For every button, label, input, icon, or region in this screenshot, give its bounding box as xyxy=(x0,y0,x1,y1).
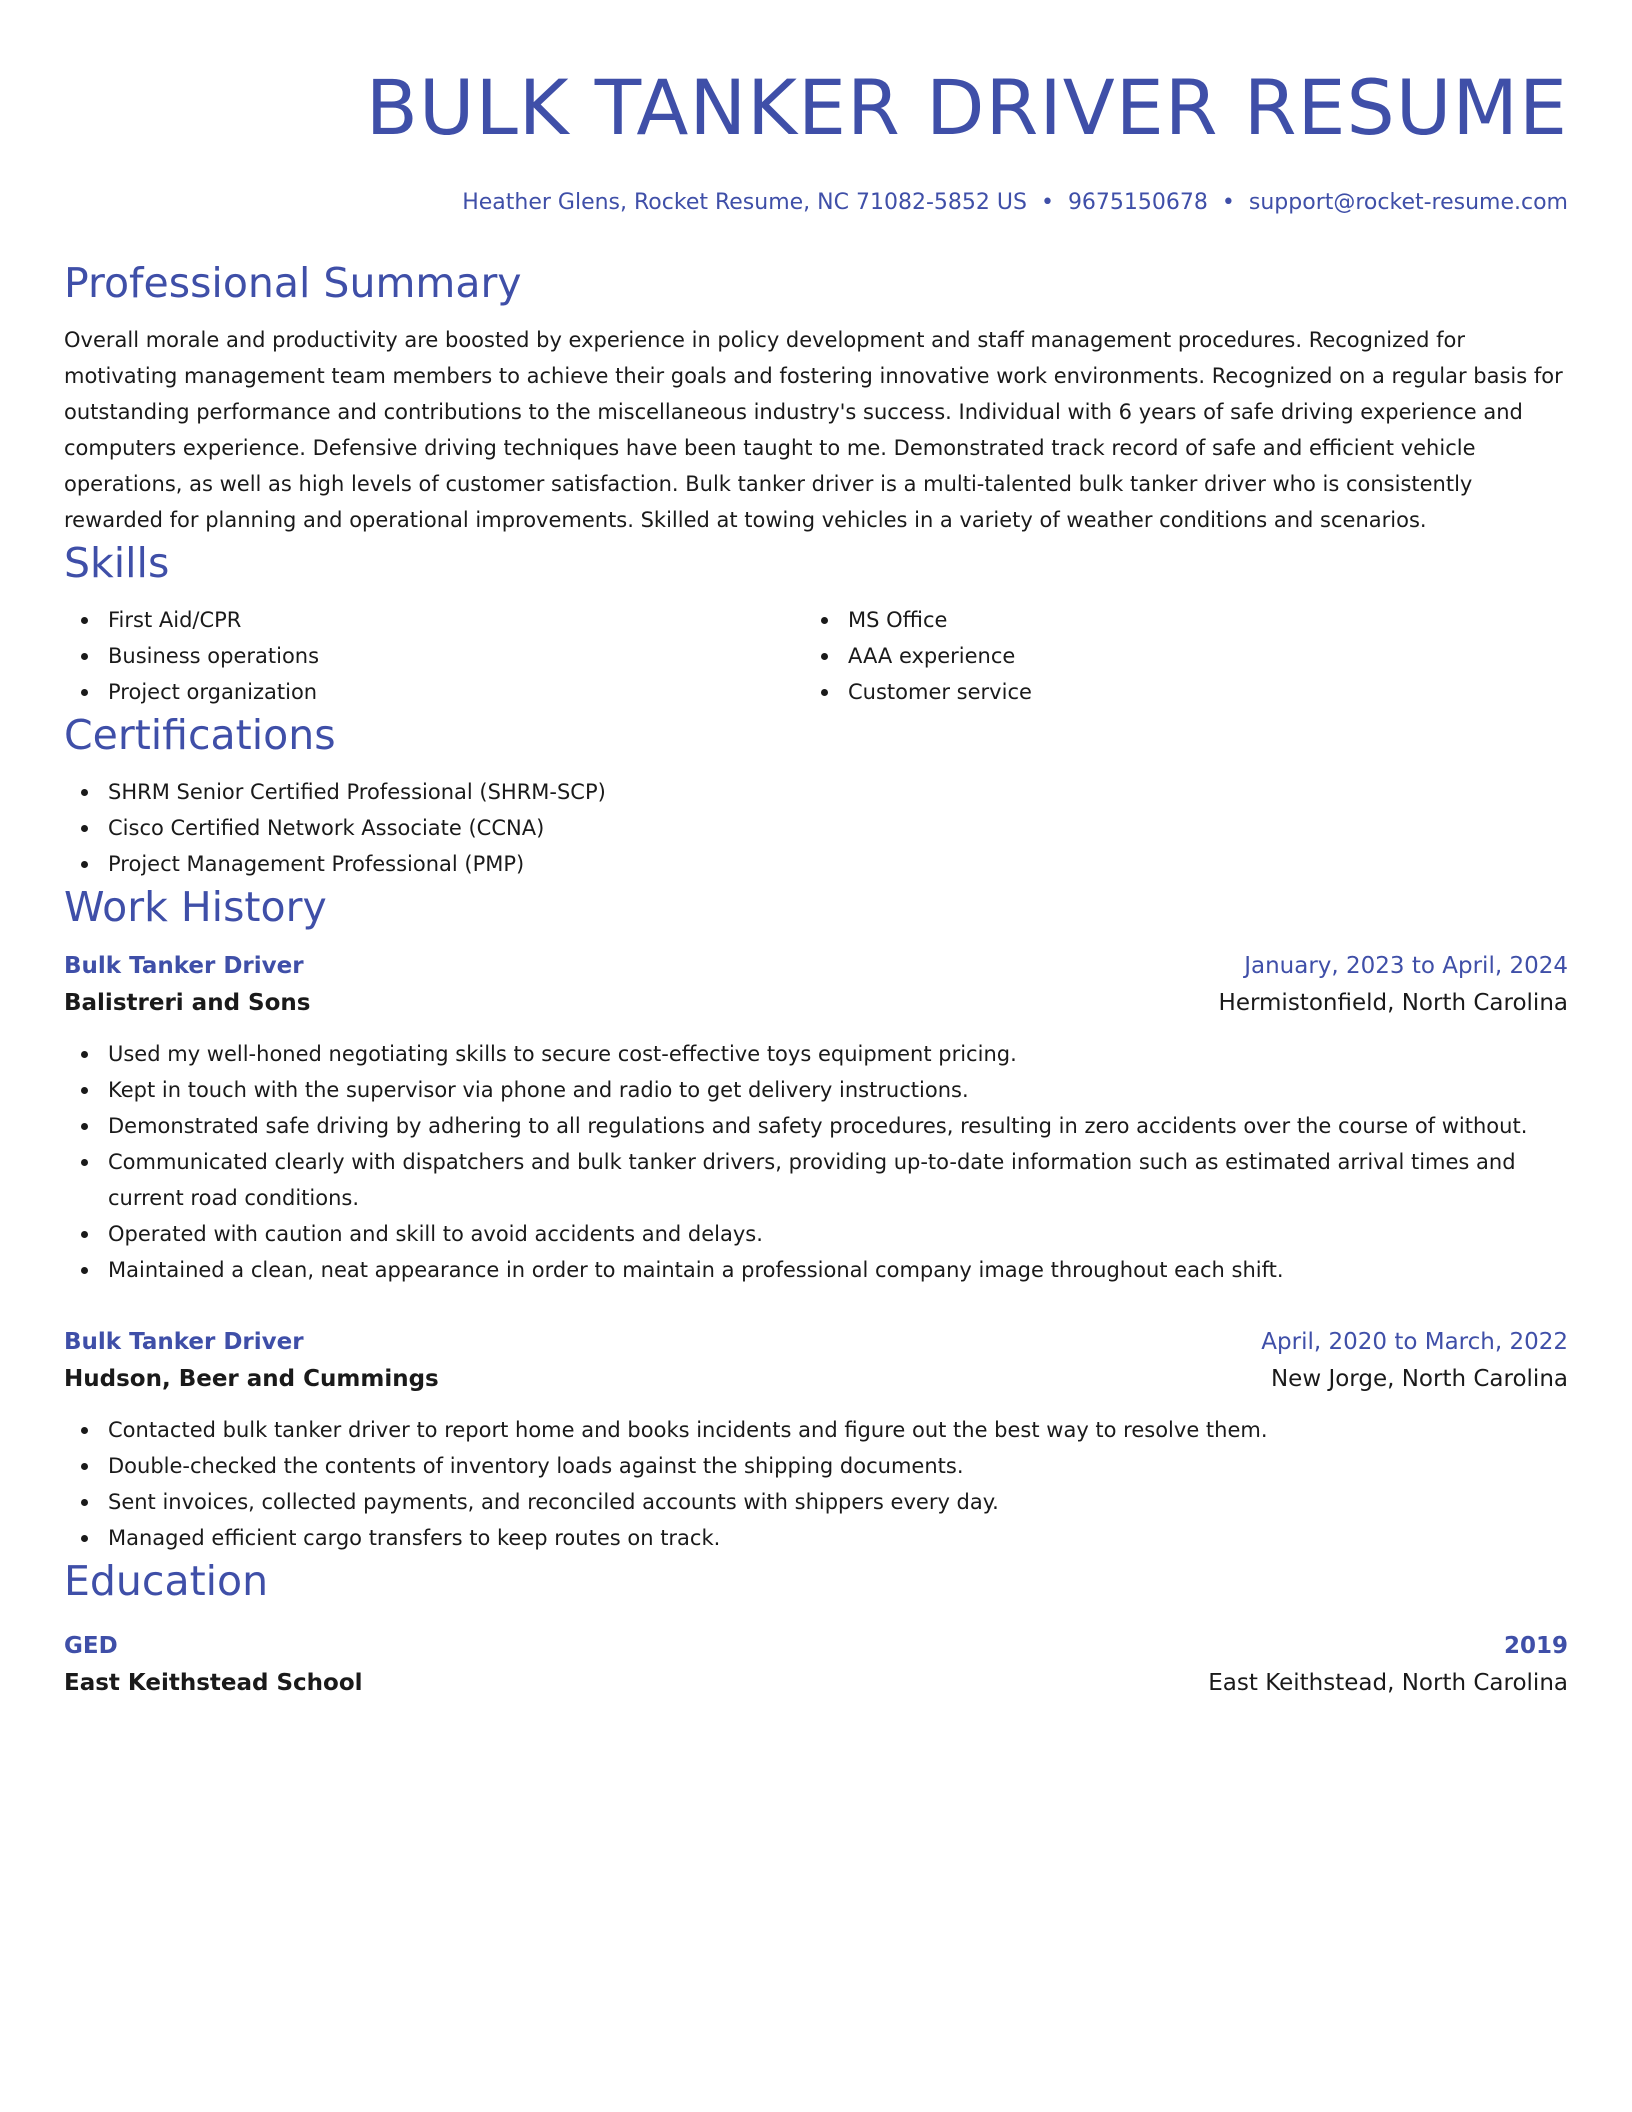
work-history-heading: Work History xyxy=(64,883,327,931)
job-header-row xyxy=(64,948,1568,984)
certifications-heading: Certifications xyxy=(64,711,336,759)
job-dates: April, 2020 to March, 2022 xyxy=(1261,1329,1568,1355)
job-bullet: Sent invoices, collected payments, and reconciled accounts with shippers every day. xyxy=(64,1484,1568,1520)
certifications-list xyxy=(64,774,1568,882)
job-title: Bulk Tanker Driver xyxy=(64,953,304,979)
summary-heading: Professional Summary xyxy=(64,259,522,307)
skill-item: MS Office xyxy=(804,602,1544,638)
skills-heading: Skills xyxy=(64,539,170,587)
summary-text: Overall morale and productivity are boosted by experience in policy development and staff management procedures. Recognized for motivating management team members to achieve their goals and fostering innovative work environments. Recognized on a regular basis for outstanding performance and contributions to the miscellaneous industry's success. Individual with 6 years of safe driving experience and computers experience. Defensive driving techniques have been taught to me. Demonstrated track record of safe and efficient vehicle operations, as well as high levels of customer satisfaction. Bulk tanker driver is a multi-talented bulk tanker driver who is consistently rewarded for planning and operational improvements. Skilled at towing vehicles in a variety of weather conditions and scenarios. xyxy=(64,328,1563,532)
job-bullet: Double-checked the contents of inventory loads against the shipping documents. xyxy=(64,1448,1568,1484)
contact-address: Heather Glens, Rocket Resume, NC 71082-5852 US xyxy=(462,190,1027,215)
job-entry xyxy=(64,948,1568,1288)
contact-line xyxy=(64,188,1568,218)
skills-column-left xyxy=(64,602,804,710)
job-location: New Jorge, North Carolina xyxy=(1270,1366,1568,1392)
job-company-row xyxy=(64,1360,1568,1398)
job-bullet: Kept in touch with the supervisor via phone and radio to get delivery instructions. xyxy=(64,1072,1568,1108)
contact-separator: • xyxy=(1040,190,1054,215)
skill-item: First Aid/CPR xyxy=(64,602,804,638)
education-heading: Education xyxy=(64,1557,269,1605)
skill-item: Project organization xyxy=(64,674,804,710)
education-school-row xyxy=(64,1664,1568,1702)
skill-item: Business operations xyxy=(64,638,804,674)
job-bullet: Demonstrated safe driving by adhering to all regulations and safety procedures, resulting in zero accidents over the course of without. xyxy=(64,1108,1568,1144)
education-header-row xyxy=(64,1628,1568,1664)
job-entry xyxy=(64,1324,1568,1556)
job-bullet: Contacted bulk tanker driver to report home and books incidents and figure out the best way to resolve them. xyxy=(64,1412,1568,1448)
job-bullet: Managed efficient cargo transfers to keep routes on track. xyxy=(64,1520,1568,1556)
certification-item: Project Management Professional (PMP) xyxy=(64,846,1568,882)
skill-item: AAA experience xyxy=(804,638,1544,674)
skills-list xyxy=(64,602,1568,710)
job-location: Hermistonfield, North Carolina xyxy=(1218,990,1568,1016)
job-bullet: Communicated clearly with dispatchers and bulk tanker drivers, providing up-to-date information such as estimated arrival times and current road conditions. xyxy=(64,1144,1568,1216)
skill-item: Customer service xyxy=(804,674,1544,710)
job-bullets xyxy=(64,1412,1568,1556)
job-title: Bulk Tanker Driver xyxy=(64,1329,304,1355)
education-degree: GED xyxy=(64,1633,118,1659)
education-year: 2019 xyxy=(1503,1633,1568,1659)
education-school: East Keithstead School xyxy=(64,1670,363,1696)
resume-title: BULK TANKER DRIVER RESUME xyxy=(365,63,1568,152)
job-dates: January, 2023 to April, 2024 xyxy=(1244,953,1568,979)
job-company: Balistreri and Sons xyxy=(64,990,311,1016)
job-bullet: Operated with caution and skill to avoid accidents and delays. xyxy=(64,1216,1568,1252)
education-location: East Keithstead, North Carolina xyxy=(1208,1670,1568,1696)
skills-column-right xyxy=(804,602,1544,710)
job-company-row xyxy=(64,984,1568,1022)
contact-phone[interactable]: 9675150678 xyxy=(1067,190,1208,215)
certification-item: SHRM Senior Certified Professional (SHRM-SCP) xyxy=(64,774,1568,810)
job-header-row xyxy=(64,1324,1568,1360)
contact-separator: • xyxy=(1221,190,1235,215)
contact-email[interactable]: support@rocket-resume.com xyxy=(1248,190,1568,215)
job-bullet: Used my well-honed negotiating skills to secure cost-effective toys equipment pricing. xyxy=(64,1036,1568,1072)
job-bullets xyxy=(64,1036,1568,1288)
certification-item: Cisco Certified Network Associate (CCNA) xyxy=(64,810,1568,846)
job-company: Hudson, Beer and Cummings xyxy=(64,1366,439,1392)
job-bullet: Maintained a clean, neat appearance in order to maintain a professional company image throughout each shift. xyxy=(64,1252,1568,1288)
education-entry xyxy=(64,1628,1568,1702)
